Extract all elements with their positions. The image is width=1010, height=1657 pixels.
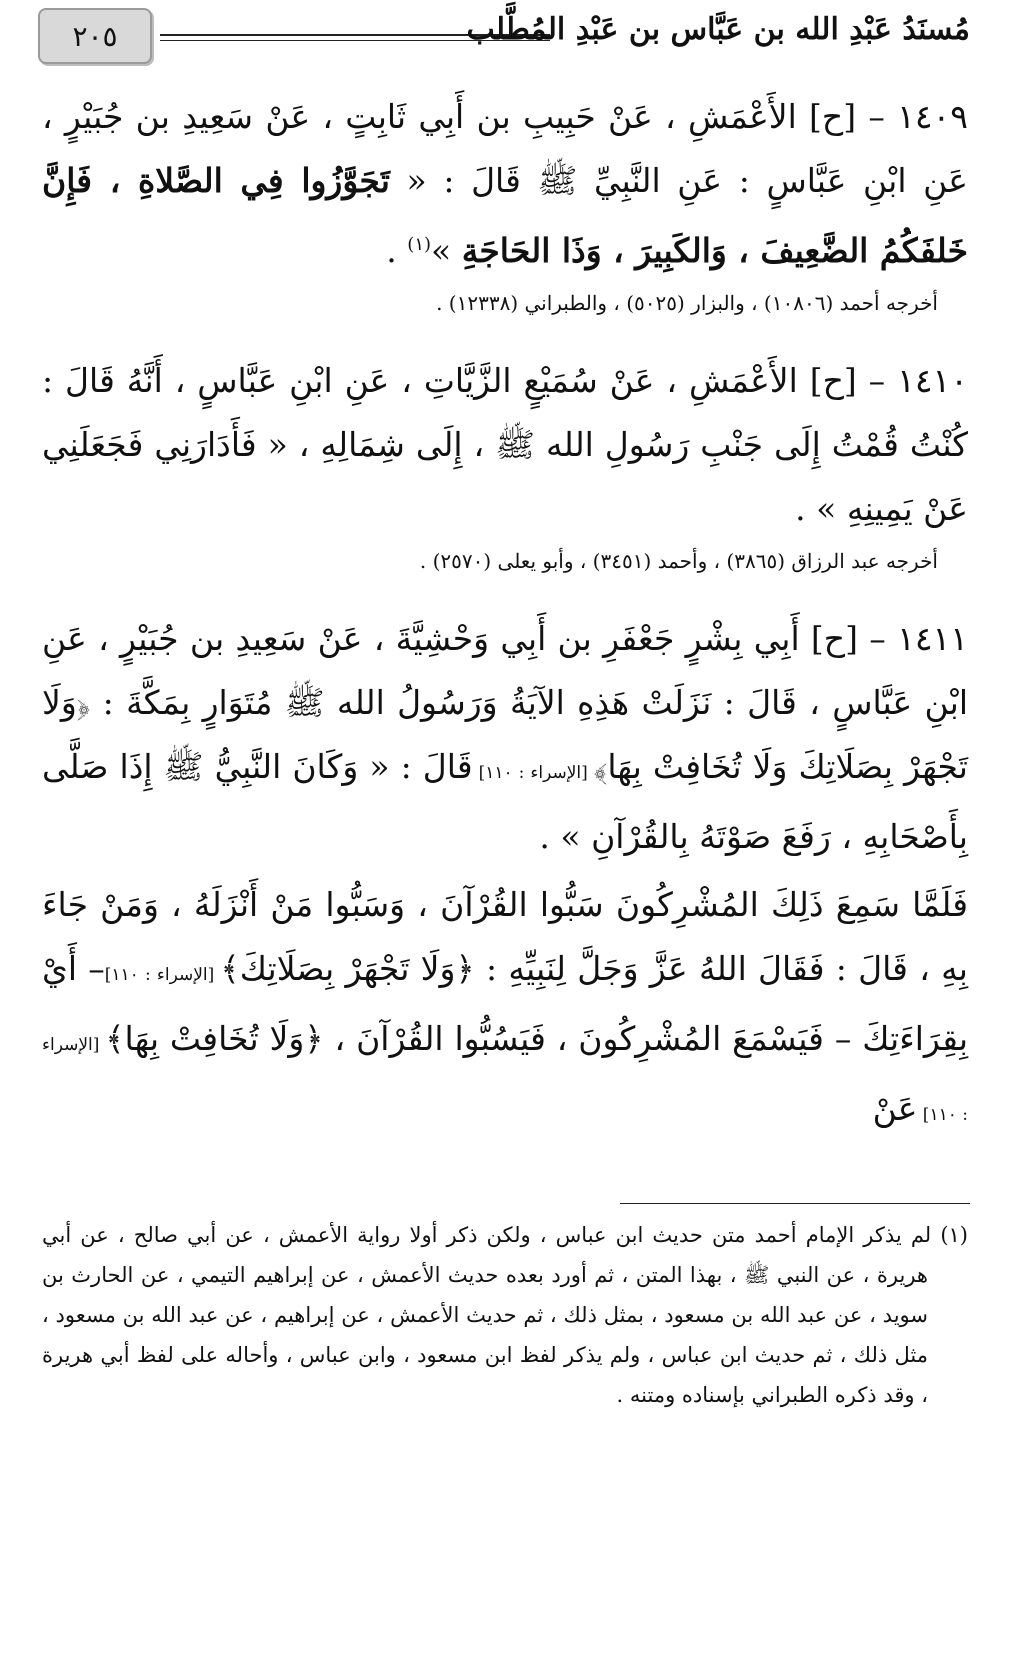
- verse-reference: [الإسراء : ١١٠]: [472, 763, 594, 783]
- quran-verse: ﴿وَلَا تُخَافِتْ بِهَا﴾: [105, 1019, 324, 1058]
- hadith-quote-close: »: [431, 231, 462, 270]
- footnote-separator: [620, 1203, 970, 1204]
- hadith-number: ١٤٠٩: [897, 97, 968, 136]
- hadith-number: ١٤١١: [897, 619, 968, 658]
- quran-verse: ﴿وَلَا تَجْهَرْ بِصَلَاتِكَ وَلَا تُخَافِتْ بِهَا﴾: [42, 683, 968, 786]
- verse-reference: [الإسراء : ١١٠]: [104, 965, 221, 985]
- hadith-text: – [ح] الأَعْمَشِ ، عَنْ سُمَيْعٍ الزَّيَّاتِ ، عَنِ ابْنِ عَبَّاسٍ ، أَنَّهُ قَالَ : كُنْتُ قُمْتُ إِلَى جَنْبِ رَسُولِ الله ﷺ ، إِلَى شِمَالِهِ ، « فَأَدَارَنِي فَجَعَلَنِي عَنْ يَمِينِهِ » .: [42, 361, 968, 528]
- page-number: ٢٠٥: [72, 19, 118, 53]
- hadith-text-continued: قَالَ : « وَكَانَ النَّبِيُّ ﷺ إِذَا صَلَّى بِأَصْحَابِهِ ، رَفَعَ صَوْتَهُ بِالقُرْآنِ » .: [42, 747, 968, 856]
- takhrij-1410: أخرجه عبد الرزاق (٣٨٦٥) ، وأحمد (٣٤٥١) ، وأبو يعلى (٢٥٧٠) .: [419, 549, 938, 573]
- footnote-marker: (١): [407, 234, 432, 255]
- main-text: [42, 85, 968, 1147]
- footnotes: [42, 1215, 968, 1415]
- verse-reference: [الإسراء : ١١٠]: [42, 1035, 968, 1125]
- footnote-text: لم يذكر الإمام أحمد متن حديث ابن عباس ، ولكن ذكر أولا رواية الأعمش ، عن أبي صالح ، عن أبي هريرة ، عن النبي ﷺ ، بهذا المتن ، ثم أورد بعده حديث الأعمش ، عن إبراهيم التيمي ، عن الحارث بن سويد ، عن عبد الله بن مسعود ، بمثل ذلك ، ثم حديث الأعمش ، عن إبراهيم ، عن عبد الله بن مسعود ، مثل ذلك ، ثم حديث ابن عباس ، ولم يذكر لفظ ابن مسعود ، وابن عباس ، وأحاله على لفظ أبي هريرة ، وقد ذكره الطبراني بإسناده ومتنه .: [42, 1223, 932, 1407]
- paragraph-text: – أَيْ بِقِرَاءَتِكَ – فَيَسْمَعَ المُشْرِكُونَ ، فَيَسُبُّوا القُرْآنَ ،: [42, 949, 969, 1058]
- paragraph-text: فَلَمَّا سَمِعَ ذَلِكَ المُشْرِكُونَ سَبُّوا القُرْآنَ ، وَسَبُّوا مَنْ أَنْزَلَهُ ، وَمَنْ جَاءَ بِهِ ، قَالَ : فَقَالَ اللهُ عَزَّ وَجَلَّ لِنَبِيِّهِ :: [42, 885, 968, 988]
- hadith-1409: [42, 85, 968, 283]
- hadith-1410: [42, 349, 968, 541]
- paragraph-text: عَنْ: [872, 1089, 918, 1128]
- footnote-marker: (١): [940, 1223, 968, 1247]
- quran-verse: ﴿وَلَا تَجْهَرْ بِصَلَاتِكَ﴾: [220, 949, 475, 988]
- page-header: [30, 8, 970, 68]
- footnote-1: [42, 1215, 968, 1415]
- running-title: مُسنَدُ عَبْدِ الله بن عَبَّاس بن عَبْدِ المُطَّلب: [466, 12, 970, 47]
- hadith-1411: [42, 607, 968, 869]
- hadith-end: .: [386, 231, 408, 270]
- page-number-badge: [38, 8, 152, 64]
- hadith-number: ١٤١٠: [897, 361, 968, 400]
- takhrij-1409: أخرجه أحمد (١٠٨٠٦) ، والبزار (٥٠٢٥) ، والطبراني (١٢٣٣٨) .: [436, 291, 938, 315]
- hadith-text: – [ح] الأَعْمَشِ ، عَنْ حَبِيبِ بن أَبِي ثَابِتٍ ، عَنْ سَعِيدِ بن جُبَيْرٍ ، عَنِ ابْنِ عَبَّاسٍ : عَنِ النَّبِيِّ ﷺ قَالَ : «: [42, 97, 968, 200]
- hadith-text: – [ح] أَبِي بِشْرٍ جَعْفَرِ بن أَبِي وَحْشِيَّةَ ، عَنْ سَعِيدِ بن جُبَيْرٍ ، عَنِ ابْنِ عَبَّاسٍ ، قَالَ : نَزَلَتْ هَذِهِ الآيَةُ وَرَسُولُ الله ﷺ مُتَوَارٍ بِمَكَّةَ :: [42, 619, 968, 722]
- hadith-1411-paragraph-2: [42, 873, 968, 1147]
- hadith-matn: تَجَوَّزُوا فِي الصَّلاةِ ، فَإِنَّ خَلفَكُمُ الضَّعِيفَ ، وَالكَبِيرَ ، وَذَا الحَاجَةِ: [42, 161, 968, 270]
